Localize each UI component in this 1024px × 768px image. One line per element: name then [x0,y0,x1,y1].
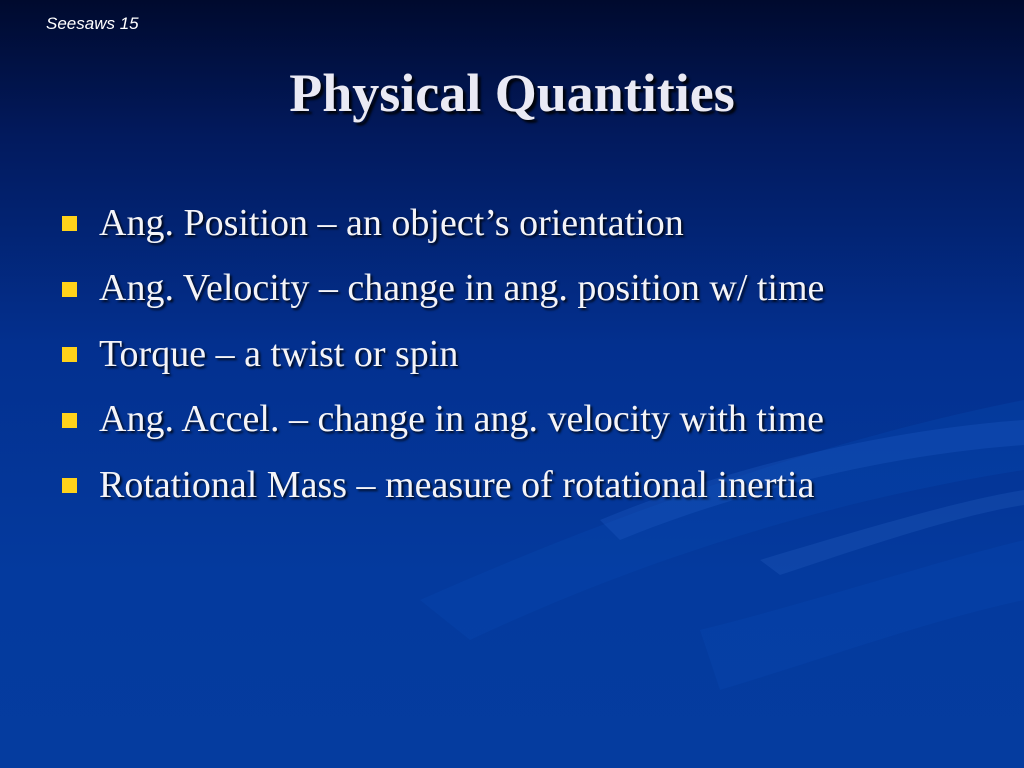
square-bullet-icon [62,282,77,297]
square-bullet-icon [62,478,77,493]
slide-header-label: Seesaws 15 [46,14,139,33]
bullet-item [62,387,1012,453]
bullet-text: Ang. Position – an object’s orientation [99,201,684,244]
bullet-text: Ang. Accel. – change in ang. velocity with time [99,398,824,441]
slide-title: Physical Quantities [289,63,735,123]
bullet-item [62,452,1012,518]
bullet-text: Torque – a twist or spin [99,332,459,375]
bullet-item [62,256,1012,322]
square-bullet-icon [62,347,77,362]
bullet-list [62,190,1012,518]
bullet-item [62,321,1012,387]
bullet-text: Ang. Velocity – change in ang. position w/ time [99,267,825,310]
bullet-item [62,190,1012,256]
square-bullet-icon [62,413,77,428]
bullet-text: Rotational Mass – measure of rotational inertia [99,463,815,506]
square-bullet-icon [62,216,77,231]
